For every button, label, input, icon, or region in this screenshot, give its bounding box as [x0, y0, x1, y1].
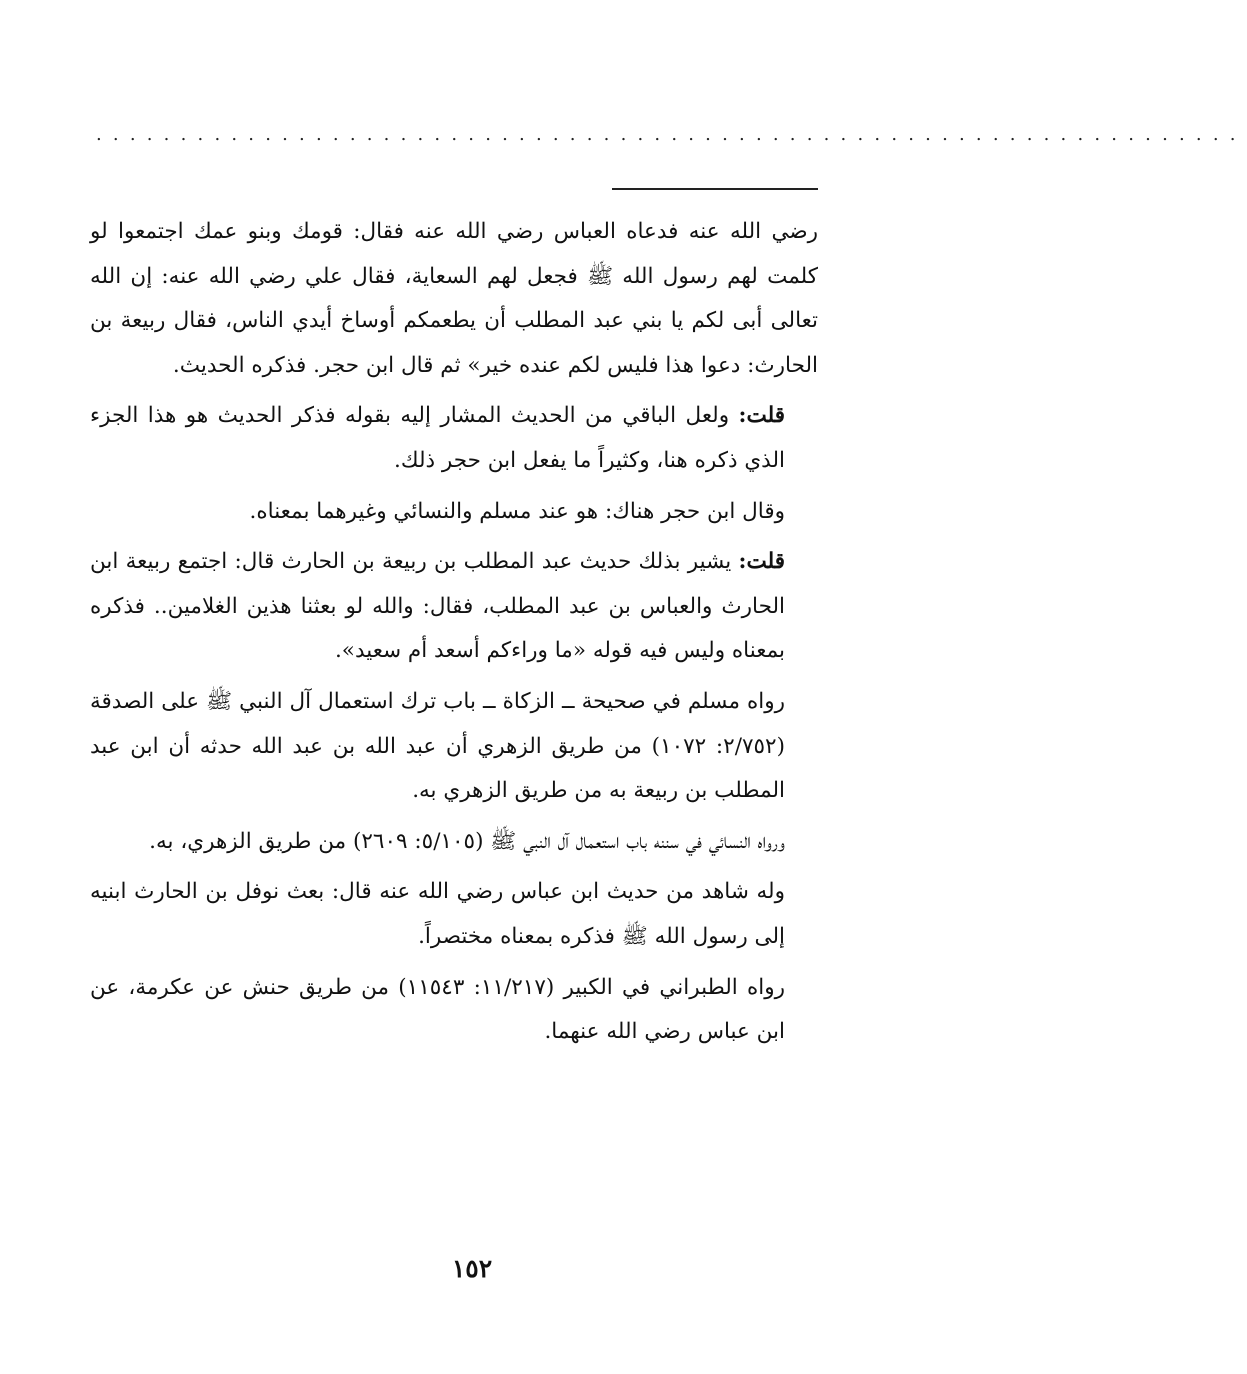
paragraph-2 — [90, 394, 818, 483]
dotted-separator: .................................................................... — [96, 124, 1247, 145]
page-body — [90, 210, 818, 1055]
paragraph-text: رواه مسلم في صحيحة ــ الزكاة ــ باب ترك استعمال آل النبي ﷺ على الصدقة (٢/٧٥٢: ١٠٧٢) من طريق الزهري أن عبد الله بن عبد الله حدثه أن ابن عبد المطلب بن ربيعة به من طريق الزهري به. — [90, 688, 785, 804]
paragraph-text: وقال ابن حجر هناك: هو عند مسلم والنسائي وغيرهما بمعناه. — [249, 498, 785, 524]
paragraph-7 — [90, 870, 818, 959]
paragraph-1 — [90, 210, 818, 388]
paragraph-lead: قلت: — [738, 549, 785, 575]
paragraph-lead: قلت: — [738, 403, 785, 429]
paragraph-text: يشير بذلك حديث عبد المطلب بن ربيعة بن الحارث قال: اجتمع ربيعة ابن الحارث والعباس بن عبد المطلب، فقال: والله لو بعثنا هذين الغلامين.. فذكره بمعناه وليس فيه قوله «ما وراءكم أسعد أم سعيد». — [90, 549, 785, 664]
page-number: ١٥٢ — [451, 1254, 493, 1283]
paragraph-text: رواه الطبراني في الكبير (١١/٢١٧: ١١٥٤٣) من طريق حنش عن عكرمة، عن ابن عباس رضي الله عنهما. — [90, 974, 785, 1045]
paragraph-text: ولعل الباقي من الحديث المشار إليه بقوله فذكر الحديث هو هذا الجزء الذي ذكره هنا، وكثيراً ما يفعل ابن حجر ذلك. — [90, 403, 785, 473]
paragraph-text: وله شاهد من حديث ابن عباس رضي الله عنه قال: بعث نوفل بن الحارث ابنيه إلى رسول الله ﷺ فذكره بمعناه مختصراً. — [90, 879, 785, 949]
paragraph-text: رضي الله عنه فدعاه العباس رضي الله عنه فقال: قومك وبنو عمك اجتمعوا لو كلمت لهم رسول الله ﷺ فجعل لهم السعاية، فقال علي رضي الله عنه: إن الله تعالى أبى لكم يا بني عبد المطلب أن يطعمكم أوساخ أيدي الناس، فقال ربيعة بن الحارث: دعوا هذا فليس لكم عنده خير» ثم قال ابن حجر. فذكره الحديث. — [90, 219, 818, 378]
paragraph-text: ورواه النسائي في سننه باب استعمال آل النبي ﷺ (٥/١٠٥: ٢٦٠٩) من طريق الزهري، به. — [149, 828, 785, 854]
paragraph-3 — [90, 490, 818, 535]
paragraph-5 — [90, 680, 818, 814]
paragraph-8 — [90, 966, 818, 1055]
paragraph-4 — [90, 540, 818, 674]
paragraph-6 — [90, 820, 818, 865]
footnote-rule — [612, 188, 818, 190]
